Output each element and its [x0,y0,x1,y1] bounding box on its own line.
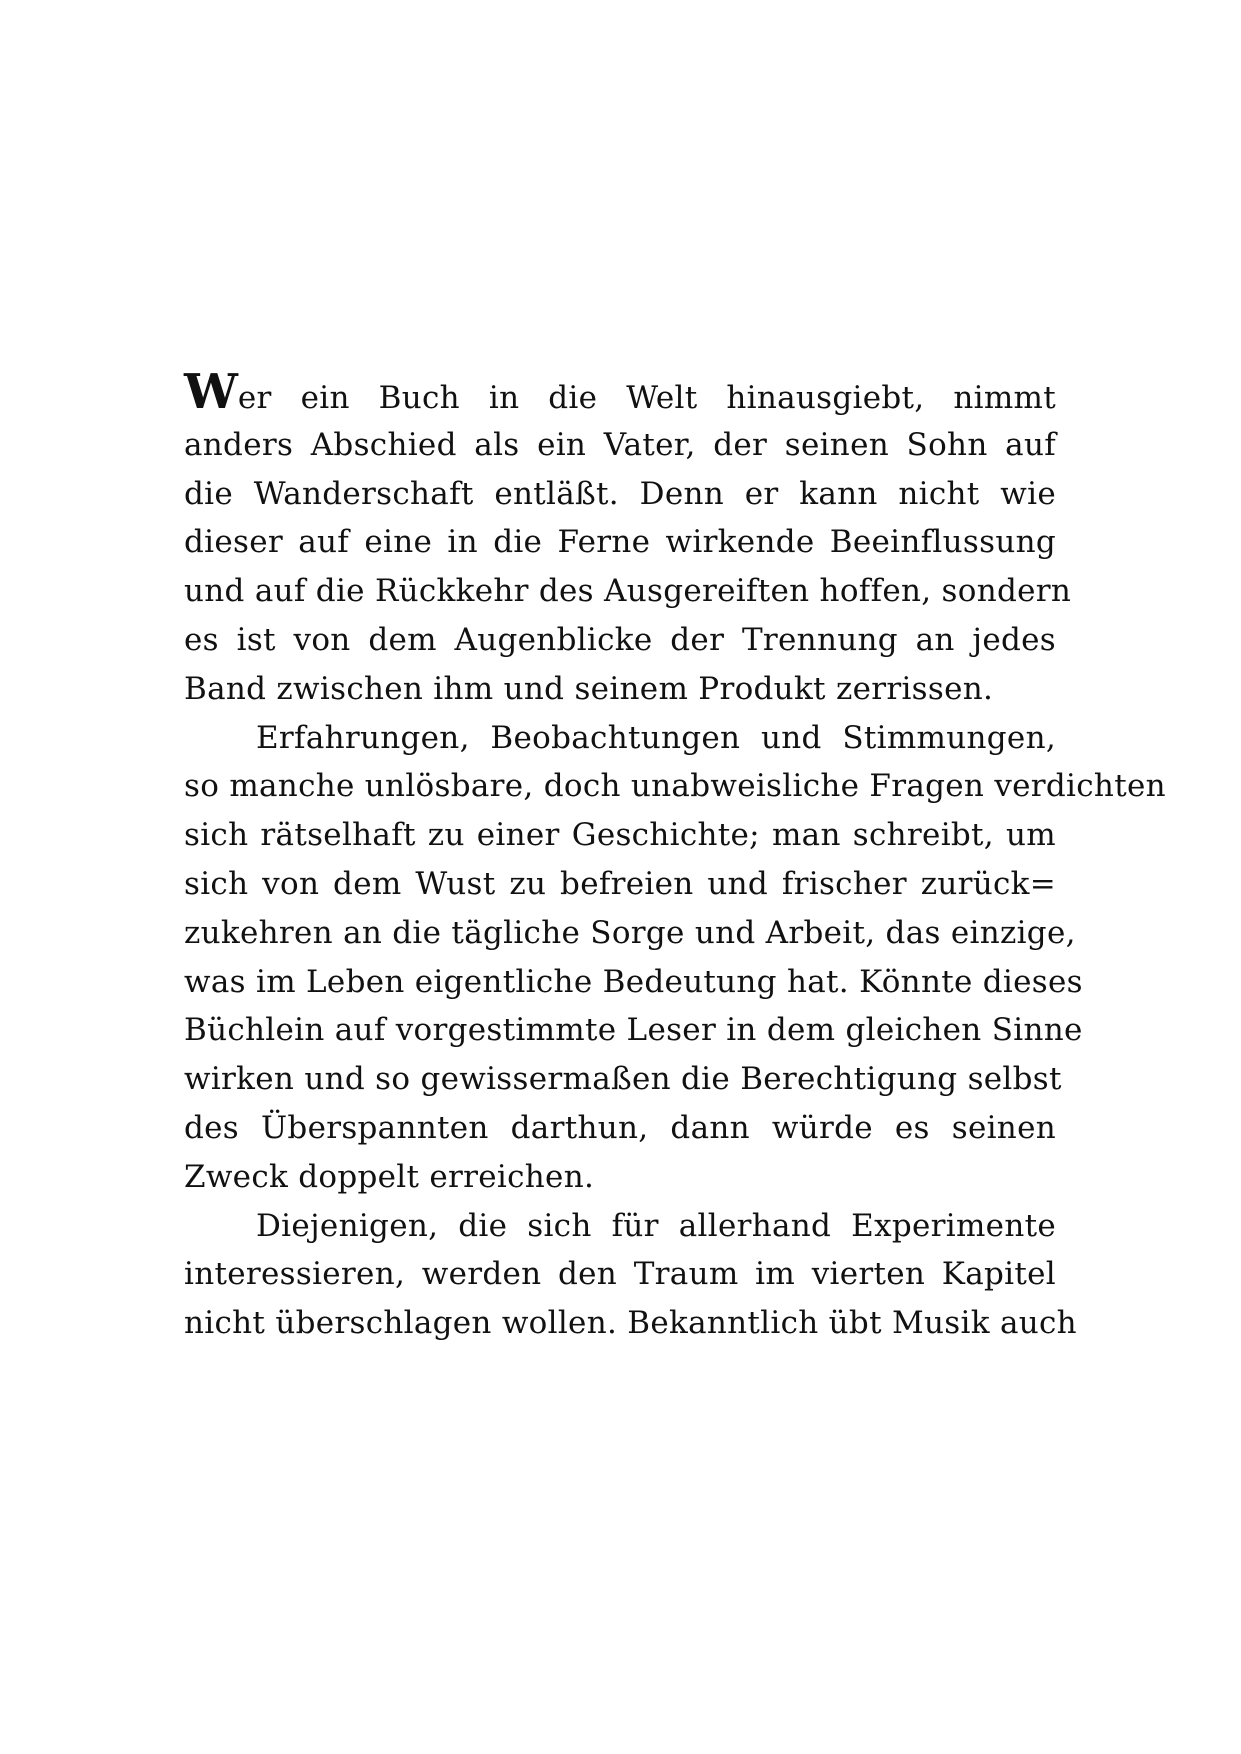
text-line: so manche unlösbare, doch unabweisliche Fragen verdichten [184,768,1166,805]
text-line: was im Leben eigentliche Bedeutung hat. Könnte dieses [184,963,1083,1000]
text-line: Diejenigen, die sich für allerhand Experimente [256,1207,1056,1244]
text-line: sich von dem Wust zu befreien und frischer zurück= [184,865,1056,902]
text-line: anders Abschied als ein Vater, der seinen Sohn auf [184,426,1056,463]
text-line: wirken und so gewissermaßen die Berechtigung selbst [184,1061,1062,1098]
first-line-text: er ein Buch in die Welt hinausgiebt, nimmt [237,380,1056,416]
text-line: zukehren an die tägliche Sorge und Arbeit, das einzige, [184,914,1076,951]
text-line: nicht überschlagen wollen. Bekanntlich übt Musik auch [184,1305,1077,1342]
text-line: Erfahrungen, Beobachtungen und Stimmungen, [256,719,1056,756]
text-line: Zweck doppelt erreichen. [184,1158,595,1195]
text-line: und auf die Rückkehr des Ausgereiften hoffen, sondern [184,573,1072,610]
text-line: sich rätselhaft zu einer Geschichte; man schreibt, um [184,817,1056,854]
text-line: die Wanderschaft entläßt. Denn er kann nicht wie [184,475,1056,512]
drop-cap: W [184,364,238,420]
text-line: des Überspannten darthun, dann würde es seinen [184,1109,1056,1146]
text-line: dieser auf eine in die Ferne wirkende Beeinflussung [184,524,1056,561]
text-line: interessieren, werden den Traum im vierten Kapitel [184,1256,1056,1293]
text-line [184,364,1056,421]
text-line: es ist von dem Augenblicke der Trennung an jedes [184,621,1056,658]
body-text [184,364,1166,1348]
paragraph-3 [184,1202,1077,1348]
paragraph-2 [184,714,1166,1202]
text-line: Band zwischen ihm und seinem Produkt zerrissen. [184,670,994,707]
paragraph-1 [184,364,1072,714]
text-line: Büchlein auf vorgestimmte Leser in dem gleichen Sinne [184,1012,1083,1049]
